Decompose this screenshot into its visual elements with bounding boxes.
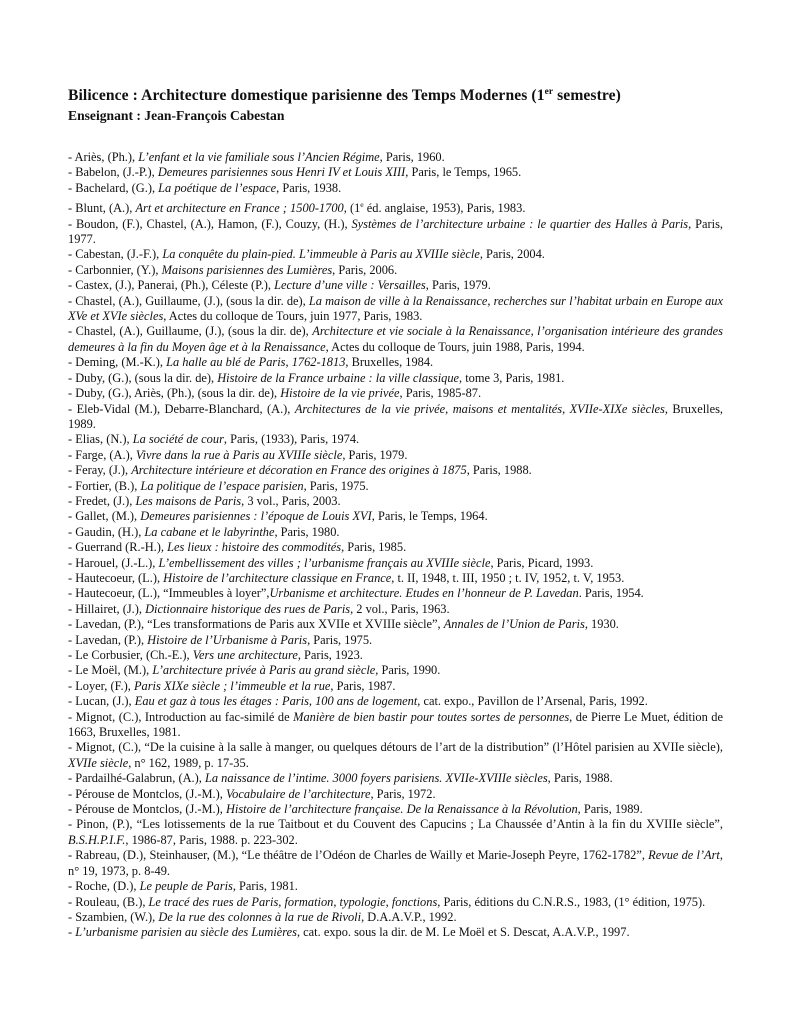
entry-text: , Paris, Picard, 1993. bbox=[490, 555, 594, 570]
entry-text: , n° 19, 1973, p. 8-49. bbox=[68, 848, 723, 878]
entry-text: , Paris, 2006. bbox=[332, 262, 398, 277]
bibliography-entry bbox=[68, 895, 723, 910]
entry-title-text: Annales de l’Union de Paris bbox=[443, 617, 585, 632]
bibliography-entry bbox=[68, 479, 723, 494]
entry-title-text: Revue de l’Art bbox=[648, 848, 720, 863]
entry-title-text: Architectures de la vie privée, maisons et mentalités, XVIIe-XIXe siècles bbox=[294, 401, 665, 416]
bibliography-entry bbox=[68, 494, 723, 509]
entry-text: , Paris, 1980. bbox=[274, 524, 340, 539]
bibliography-entry bbox=[68, 679, 723, 694]
entry-text: éd. anglaise, 1953), Paris, 1983. bbox=[363, 201, 526, 216]
instructor-line: Enseignant : Jean-François Cabestan bbox=[68, 108, 285, 123]
entry-title-text: Eau et gaz à tous les étages : Paris, 100 ans de logement bbox=[134, 694, 418, 709]
bibliography-entry bbox=[68, 525, 723, 540]
entry-text: - Guerrand (R.-H.), bbox=[68, 540, 168, 555]
entry-text: , Bruxelles, 1989. bbox=[68, 401, 723, 431]
bibliography-entry bbox=[68, 848, 723, 879]
course-title-superscript: er bbox=[544, 86, 554, 97]
entry-title-text: L’architecture privée à Paris au grand siècle bbox=[152, 663, 376, 678]
entry-text: - Rouleau, (B.), bbox=[68, 894, 149, 909]
entry-text: - Hautecoeur, (L.), “Immeubles à loyer”, bbox=[68, 586, 270, 601]
entry-text: - Pérouse de Montclos, (J.-M.), bbox=[68, 802, 226, 817]
entry-text: e bbox=[360, 200, 364, 210]
entry-text: , 1930. bbox=[584, 617, 619, 632]
entry-text: , Paris, 2004. bbox=[479, 247, 545, 262]
bibliography-entry bbox=[68, 694, 723, 709]
entry-title-text: La cabane et le labyrinthe bbox=[144, 524, 275, 539]
entry-text: , Paris, 1985. bbox=[341, 540, 407, 555]
bibliography-entry bbox=[68, 150, 723, 165]
entry-title-text: XVIIe siècle bbox=[68, 755, 129, 770]
entry-title-text: Art et architecture en France ; 1500-1700 bbox=[135, 201, 344, 216]
entry-text: - Elias, (N.), bbox=[68, 432, 133, 447]
entry-text: - Gaudin, (H.), bbox=[68, 524, 145, 539]
entry-text: , Paris, éditions du C.N.R.S., 1983, (1° édition, 1975). bbox=[437, 894, 706, 909]
bibliography-entry bbox=[68, 648, 723, 663]
entry-title-text: L’urbanisme parisien au siècle des Lumières bbox=[75, 925, 297, 940]
entry-title-text: Manière de bien bastir pour toutes sortes de personnes bbox=[293, 709, 570, 724]
entry-text: , Paris, 1990. bbox=[375, 663, 441, 678]
entry-text: , Paris, 1989. bbox=[577, 802, 643, 817]
entry-text: - Feray, (J.), bbox=[68, 463, 132, 478]
bibliography-entry bbox=[68, 278, 723, 293]
entry-text: - Blunt, (A.), bbox=[68, 201, 136, 216]
entry-text: , Paris, 1960. bbox=[379, 150, 445, 164]
entry-text: , Paris, le Temps, 1965. bbox=[405, 165, 522, 180]
entry-title-text: Demeures parisiennes sous Henri IV et Louis XIII bbox=[157, 165, 406, 180]
bibliography-entry bbox=[68, 817, 723, 848]
entry-title-text: L’enfant et la vie familiale sous l’Ancien Régime bbox=[138, 150, 380, 164]
bibliography-entry bbox=[68, 463, 723, 478]
entry-title-text: Le tracé des rues de Paris, formation, typologie, fonctions bbox=[148, 894, 438, 909]
entry-text: - Ariès, (Ph.), bbox=[68, 150, 139, 164]
entry-title-text: Vers une architecture bbox=[192, 648, 298, 662]
entry-text: - Mignot, (C.), Introduction au fac-similé de bbox=[68, 709, 294, 724]
entry-title-text: Histoire de l’architecture classique en France bbox=[163, 570, 392, 585]
bibliography-entry bbox=[68, 879, 723, 894]
entry-title-text: La maison de ville à la Renaissance, recherches sur l’habitat urbain en Europe aux XVe et XVIe siècles bbox=[68, 293, 723, 324]
entry-title-text: Histoire de l’Urbanisme à Paris bbox=[147, 632, 308, 647]
entry-text: , Actes du colloque de Tours, juin 1977, Paris, 1983. bbox=[163, 309, 423, 324]
entry-title-text: Lecture d’une ville : Versailles bbox=[274, 278, 426, 293]
bibliography-entry bbox=[68, 181, 723, 196]
entry-text: - Babelon, (J.-P.), bbox=[68, 165, 158, 180]
bibliography-entry bbox=[68, 771, 723, 786]
bibliography-entry bbox=[68, 355, 723, 370]
entry-title-text: Maisons parisiennes des Lumières bbox=[161, 262, 333, 277]
entry-text: , Paris, 1979. bbox=[425, 278, 491, 293]
entry-text: , 2 vol., Paris, 1963. bbox=[350, 601, 450, 616]
entry-text: - Duby, (G.), Ariès, (Ph.), (sous la dir. de), bbox=[68, 386, 281, 401]
entry-title-text: La halle au blé de Paris, 1762-1813, bbox=[166, 355, 349, 370]
entry-text: , Paris, 1988. bbox=[547, 771, 613, 786]
bibliography-entry bbox=[68, 586, 723, 601]
entry-text: , cat. expo., Pavillon de l’Arsenal, Paris, 1992. bbox=[417, 694, 648, 709]
bibliography-entry bbox=[68, 386, 723, 401]
entry-text: - Bachelard, (G.), bbox=[68, 180, 159, 195]
entry-text: - Boudon, (F.), Chastel, (A.), Hamon, (F.), Couzy, (H.), bbox=[68, 216, 352, 231]
bibliography-entry bbox=[68, 633, 723, 648]
entry-text: , t. II, 1948, t. III, 1950 ; t. IV, 1952, t. V, 1953. bbox=[391, 570, 625, 585]
entry-text: - bbox=[68, 925, 76, 940]
bibliography-entry bbox=[68, 571, 723, 586]
entry-text: , 3 vol., Paris, 2003. bbox=[241, 493, 341, 508]
bibliography-entry bbox=[68, 663, 723, 678]
entry-title-text: L’embellissement des villes ; l’urbanisme français au XVIIIe siècle bbox=[158, 555, 491, 570]
entry-text: - Chastel, (A.), Guillaume, (J.), (sous la dir. de), bbox=[68, 293, 309, 308]
bibliography-list bbox=[68, 150, 723, 941]
entry-title-text: Vocabulaire de l’architecture bbox=[225, 786, 371, 801]
entry-text: - Deming, (M.-K.), bbox=[68, 355, 167, 370]
entry-text: , Paris, 1988. bbox=[466, 463, 532, 478]
bibliography-entry bbox=[68, 802, 723, 817]
bibliography-entry bbox=[68, 740, 723, 771]
entry-text: - Duby, (G.), (sous la dir. de), bbox=[68, 370, 218, 385]
entry-text: - Cabestan, (J.-F.), bbox=[68, 247, 163, 262]
entry-title-text: Systèmes de l’architecture urbaine : le quartier des Halles à Paris bbox=[351, 216, 689, 231]
entry-text: , Paris, (1933), Paris, 1974. bbox=[223, 432, 360, 447]
entry-title-text: Histoire de la vie privée bbox=[280, 386, 400, 401]
entry-text: - Hillairet, (J.), bbox=[68, 601, 146, 616]
entry-text: , (1 bbox=[343, 201, 361, 216]
entry-title-text: La politique de l’espace parisien bbox=[140, 478, 304, 493]
entry-title-text: Paris XIXe siècle ; l’immeuble et la rue bbox=[133, 678, 331, 693]
bibliography-entry bbox=[68, 402, 723, 433]
entry-title-text: La naissance de l’intime. 3000 foyers parisiens. XVIIe-XVIIIe siècles bbox=[204, 771, 548, 786]
bibliography-entry bbox=[68, 263, 723, 278]
entry-title-text: Les maisons de Paris bbox=[135, 493, 242, 508]
bibliography-entry bbox=[68, 448, 723, 463]
entry-text: , de Pierre Le Muet, édition de 1663, Bruxelles, 1981. bbox=[68, 709, 723, 740]
entry-text: - Lucan, (J.), bbox=[68, 694, 135, 709]
entry-title-text: Histoire de l’architecture française. De la Renaissance à la Révolution bbox=[225, 802, 578, 817]
entry-text: - Lavedan, (P.), bbox=[68, 632, 148, 647]
bibliography-entry bbox=[68, 710, 723, 741]
bibliography-entry bbox=[68, 556, 723, 571]
entry-text: - Farge, (A.), bbox=[68, 447, 136, 462]
entry-text: - Eleb-Vidal (M.), Debarre-Blanchard, (A.), bbox=[68, 401, 295, 416]
entry-text: , n° 162, 1989, p. 17-35. bbox=[128, 755, 249, 770]
entry-text: . Paris, 1954. bbox=[578, 586, 644, 601]
entry-title-text: Les lieux : histoire des commodités bbox=[167, 540, 342, 555]
entry-title-text: De la rue des colonnes à la rue de Rivoli bbox=[158, 909, 362, 924]
entry-text: - Lavedan, (P.), “Les transformations de Paris aux XVIIe et XVIIIe siècle”, bbox=[68, 617, 444, 632]
entry-text: - Chastel, (A.), Guillaume, (J.), (sous la dir. de), bbox=[68, 324, 313, 339]
entry-title-text: Urbanisme et architecture. Etudes en l’honneur de P. Lavedan bbox=[269, 586, 579, 601]
entry-text: , tome 3, Paris, 1981. bbox=[459, 370, 565, 385]
entry-text: - Loyer, (F.), bbox=[68, 678, 134, 693]
entry-title-text: Dictionnaire historique des rues de Paris bbox=[145, 601, 351, 616]
course-title-text: Bilicence : Architecture domestique parisienne des Temps Modernes (1 bbox=[68, 87, 545, 104]
entry-text: , Paris, 1975. bbox=[307, 632, 373, 647]
entry-text: - Hautecoeur, (L.), bbox=[68, 570, 164, 585]
bibliography-entry bbox=[68, 247, 723, 262]
entry-title-text: La conquête du plain-pied. L’immeuble à Paris au XVIIIe siècle bbox=[162, 247, 480, 262]
entry-text: , cat. expo. sous la dir. de M. Le Moël et S. Descat, A.A.V.P., 1997. bbox=[296, 925, 630, 940]
entry-text: - Pérouse de Montclos, (J.-M.), bbox=[68, 786, 226, 801]
entry-text: , Actes du colloque de Tours, juin 1988, Paris, 1994. bbox=[325, 339, 585, 354]
entry-title-text: Architecture et vie sociale à la Renaissance, l’organisation intérieure des grandes demeures à la fin du Moyen âge et à la Renaissance bbox=[68, 324, 723, 354]
entry-text: , Paris, 1981. bbox=[232, 879, 298, 894]
bibliography-entry bbox=[68, 540, 723, 555]
entry-text: , D.A.A.V.P., 1992. bbox=[361, 909, 457, 924]
entry-text: , Paris, 1975. bbox=[303, 478, 369, 493]
entry-title-text: Histoire de la France urbaine : la ville classique bbox=[217, 370, 460, 385]
bibliography-entry bbox=[68, 617, 723, 632]
entry-title-text: La poétique de l’espace bbox=[158, 180, 277, 195]
entry-title-text: La société de cour bbox=[132, 432, 224, 447]
entry-text: , Paris, le Temps, 1964. bbox=[371, 509, 488, 524]
entry-text: Bruxelles, 1984. bbox=[348, 355, 434, 370]
entry-text: - Fortier, (B.), bbox=[68, 478, 141, 493]
bibliography-entry bbox=[68, 432, 723, 447]
entry-text: , Paris, 1985-87. bbox=[399, 386, 482, 401]
bibliography-entry bbox=[68, 165, 723, 180]
entry-text: , Paris, 1977. bbox=[68, 216, 724, 247]
entry-text: - Fredet, (J.), bbox=[68, 493, 136, 508]
bibliography-entry bbox=[68, 294, 723, 325]
entry-title-text: Architecture intérieure et décoration en France des origines à 1875 bbox=[131, 463, 467, 478]
entry-text: , Paris, 1923. bbox=[297, 648, 363, 662]
entry-title-text: Demeures parisiennes : l’époque de Louis XVI bbox=[140, 509, 372, 524]
entry-text: - Harouel, (J.-L.), bbox=[68, 555, 159, 570]
entry-text: - Castex, (J.), Panerai, (Ph.), Céleste (P.), bbox=[68, 278, 275, 293]
entry-text: , Paris, 1987. bbox=[330, 678, 396, 693]
entry-text: , 1986-87, Paris, 1988. p. 223-302. bbox=[125, 832, 298, 847]
entry-text: - Mignot, (C.), “De la cuisine à la salle à manger, ou quelques détours de l’art de la distribution” (l’Hôtel parisien au XVIIe siècle), bbox=[68, 740, 723, 755]
entry-text: , Paris, 1979. bbox=[342, 447, 408, 462]
bibliography-entry bbox=[68, 925, 723, 940]
entry-text: , Paris, 1938. bbox=[276, 180, 342, 195]
bibliography-entry bbox=[68, 217, 723, 248]
entry-text: - Szambien, (W.), bbox=[68, 909, 159, 924]
entry-text: - Pinon, (P.), “Les lotissements de la rue Taitbout et du Couvent des Capucins ; La Chaussée d’Antin à la fin du XVIIIe siècle”, bbox=[68, 817, 723, 832]
entry-text: - Pardailhé-Galabrun, (A.), bbox=[68, 771, 205, 786]
course-title-suffix: semestre) bbox=[553, 87, 621, 104]
entry-title-text: Le peuple de Paris bbox=[139, 879, 233, 894]
course-title bbox=[68, 86, 723, 106]
entry-title-text: B.S.H.P.I.F. bbox=[68, 832, 126, 847]
bibliography-entry bbox=[68, 324, 723, 355]
entry-text: - Rabreau, (D.), Steinhauser, (M.), “Le théâtre de l’Odéon de Charles de Wailly et Marie-Joseph Peyre, 1762-1782”, bbox=[68, 848, 649, 863]
entry-text: - Carbonnier, (Y.), bbox=[68, 262, 162, 277]
bibliography-entry bbox=[68, 787, 723, 802]
bibliography-entry bbox=[68, 371, 723, 386]
entry-text: - Le Moël, (M.), bbox=[68, 663, 153, 678]
bibliography-entry bbox=[68, 910, 723, 925]
entry-title-text: Vivre dans la rue à Paris au XVIIIe siècle bbox=[135, 447, 343, 462]
bibliography-entry bbox=[68, 509, 723, 524]
bibliography-entry bbox=[68, 201, 723, 216]
bibliography-entry bbox=[68, 602, 723, 617]
entry-text: - Roche, (D.), bbox=[68, 879, 140, 894]
entry-text: - Le Corbusier, (Ch.-E.), bbox=[68, 648, 193, 662]
entry-text: - Gallet, (M.), bbox=[68, 509, 141, 524]
entry-text: , Paris, 1972. bbox=[370, 786, 436, 801]
